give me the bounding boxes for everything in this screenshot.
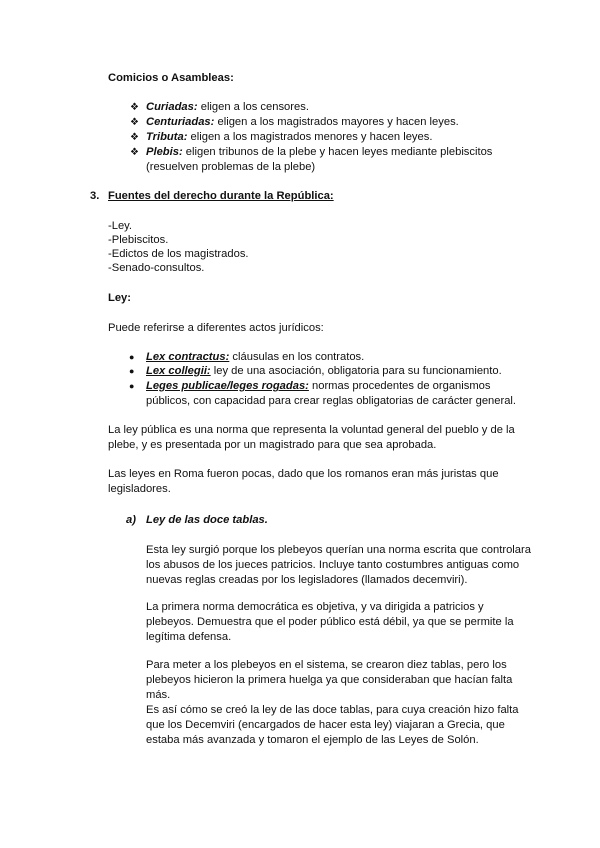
diamond-bullet-icon: ❖	[130, 117, 139, 128]
list-item-leges-publicae	[146, 380, 491, 392]
definition: ley de una asociación, obligatoria para su funcionamiento.	[210, 365, 502, 377]
dot-bullet-icon: ●	[129, 352, 135, 362]
list-item-plebis	[146, 146, 492, 158]
subsection-title: Ley de las doce tablas.	[146, 514, 268, 526]
list-item	[130, 101, 139, 113]
term: Plebis:	[146, 146, 183, 158]
list-item-lex-collegii	[146, 365, 502, 377]
list-item-continuation: (resuelven problemas de la plebe)	[146, 161, 316, 173]
term: Centuriadas:	[146, 116, 215, 128]
diamond-bullet-icon: ❖	[130, 102, 139, 113]
list-item-lex-contractus	[146, 351, 364, 363]
term: Lex collegii:	[146, 365, 211, 377]
term: Lex contractus:	[146, 351, 230, 363]
source-item: -Ley.	[108, 220, 133, 232]
list-item-centuriadas	[146, 116, 459, 128]
definition: normas procedentes de organismos	[308, 380, 491, 392]
diamond-bullet-icon: ❖	[130, 132, 139, 143]
paragraph-line: Para meter a los plebeyos en el sistema, se crearon diez tablas, pero los	[146, 659, 507, 671]
paragraph-line: La primera norma democrática es objetiva, y va dirigida a patricios y	[146, 601, 484, 613]
paragraph-line: los abusos de los jueces patricios. Incluye tanto costumbres antiguas como	[146, 559, 520, 571]
paragraph-line: La ley pública es una norma que representa la voluntad general del pueblo y de la	[108, 424, 515, 436]
paragraph-line: plebeyos hicieron la primera huelga ya que consideraban que hacían falta	[146, 674, 513, 686]
definition: eligen a los magistrados menores y hacen leyes.	[187, 131, 433, 143]
paragraph-line: Esta ley surgió porque los plebeyos querían una norma escrita que controlara	[146, 544, 531, 556]
list-item-continuation: públicos, con capacidad para crear reglas obligatorias de carácter general.	[146, 395, 517, 407]
list-item	[129, 380, 134, 392]
list-item-tributa	[146, 131, 432, 143]
source-item: -Plebiscitos.	[108, 234, 169, 246]
section-title: Fuentes del derecho durante la República:	[108, 190, 334, 202]
list-item	[130, 116, 139, 128]
diamond-bullet-icon: ❖	[130, 147, 139, 158]
paragraph-line: nuevas reglas creadas por los legisladores (llamados decemviri).	[146, 574, 468, 586]
paragraph-line: legítima defensa.	[146, 631, 232, 643]
subsection-label: a)	[126, 514, 136, 526]
paragraph-line: plebe, y es presentada por un magistrado para que sea aprobada.	[108, 439, 437, 451]
heading-asambleas: Comicios o Asambleas:	[108, 72, 234, 84]
paragraph-line: legisladores.	[108, 483, 171, 495]
paragraph-line: que los Decemviri (encargados de hacer esta ley) viajaran a Grecia, que	[146, 719, 505, 731]
term: Curiadas:	[146, 101, 198, 113]
heading-ley: Ley:	[108, 292, 132, 304]
definition: eligen a los magistrados mayores y hacen leyes.	[214, 116, 459, 128]
source-item: -Senado-consultos.	[108, 262, 205, 274]
list-item	[129, 365, 134, 377]
dot-bullet-icon: ●	[129, 381, 135, 391]
paragraph-line: más.	[146, 689, 171, 701]
list-item	[129, 351, 134, 363]
paragraph-line: Es así cómo se creó la ley de las doce tablas, para cuya creación hizo falta	[146, 704, 519, 716]
section-number: 3.	[90, 190, 100, 202]
definition: eligen a los censores.	[197, 101, 309, 113]
list-item-curiadas	[146, 101, 309, 113]
list-item	[130, 146, 139, 158]
paragraph-line: estaba más avanzada y tomaron el ejemplo de las Leyes de Solón.	[146, 734, 479, 746]
paragraph-line: plebeyos. Demuestra que el poder público está débil, ya que se permite la	[146, 616, 514, 628]
definition: eligen tribunos de la plebe y hacen leyes mediante plebiscitos	[182, 146, 493, 158]
ley-intro: Puede referirse a diferentes actos jurídicos:	[108, 322, 324, 334]
list-item	[130, 131, 139, 143]
definition: cláusulas en los contratos.	[229, 351, 365, 363]
paragraph-line: Las leyes en Roma fueron pocas, dado que los romanos eran más juristas que	[108, 468, 499, 480]
source-item: -Edictos de los magistrados.	[108, 248, 249, 260]
term: Tributa:	[146, 131, 188, 143]
term: Leges publicae/leges rogadas:	[146, 380, 309, 392]
dot-bullet-icon: ●	[129, 366, 135, 376]
